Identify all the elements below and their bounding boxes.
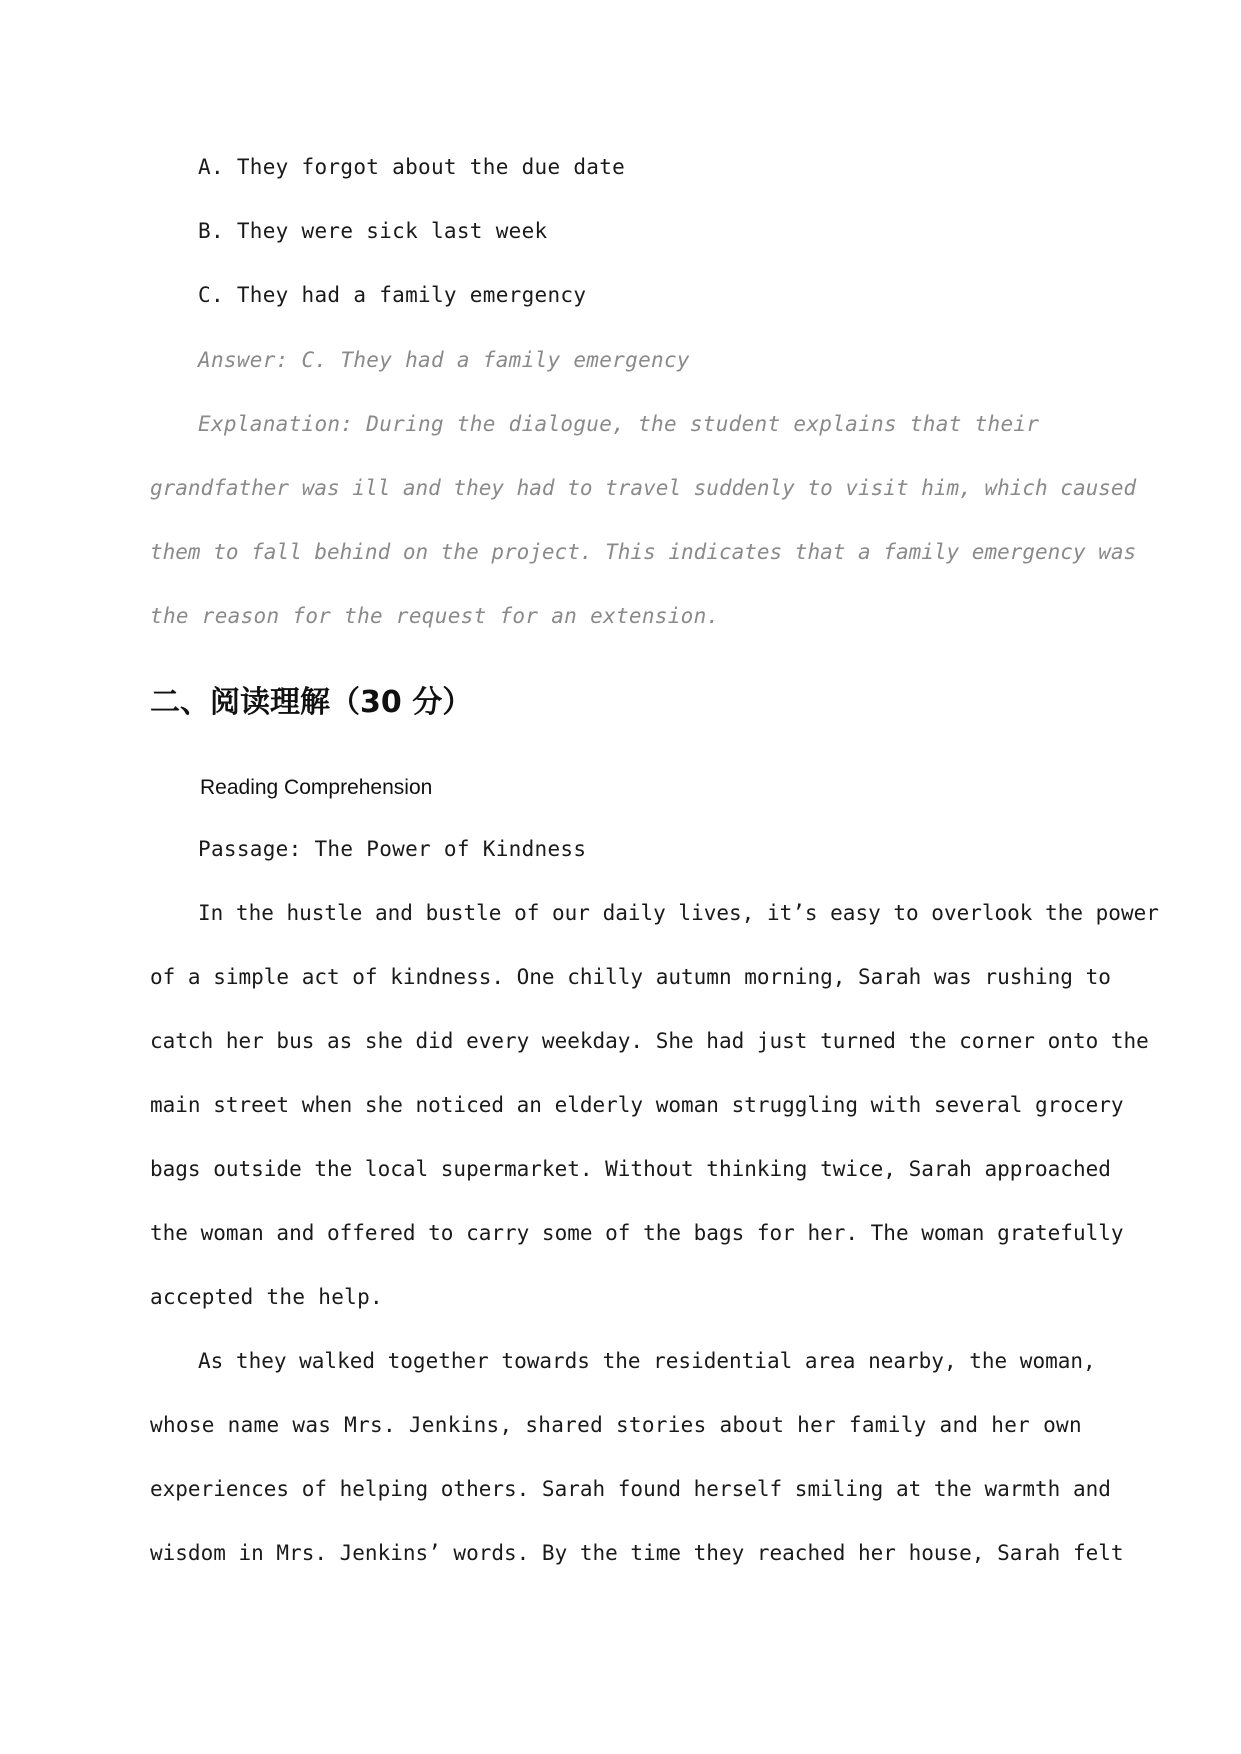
explanation-line-2: grandfather was ill and they had to travel suddenly to visit him, which caused (150, 476, 1137, 500)
explanation-line-1: Explanation: During the dialogue, the student explains that their (198, 412, 1040, 436)
answer-line: Answer: C. They had a family emergency (198, 348, 690, 372)
passage-line: main street when she noticed an elderly woman struggling with several grocery (150, 1093, 1124, 1117)
passage-line: experiences of helping others. Sarah found herself smiling at the warmth and (150, 1477, 1111, 1501)
option-b: B. They were sick last week (198, 219, 548, 243)
option-c: C. They had a family emergency (198, 283, 587, 307)
passage-line: of a simple act of kindness. One chilly autumn morning, Sarah was rushing to (150, 965, 1111, 989)
explanation-line-3: them to fall behind on the project. This indicates that a family emergency was (150, 540, 1137, 564)
passage-line: wisdom in Mrs. Jenkins’ words. By the time they reached her house, Sarah felt (150, 1541, 1124, 1565)
passage-line: As they walked together towards the residential area nearby, the woman, (198, 1349, 1096, 1373)
explanation-line-4: the reason for the request for an extension. (150, 604, 720, 628)
passage-line: catch her bus as she did every weekday. She had just turned the corner onto the (150, 1029, 1149, 1053)
passage-title: Passage: The Power of Kindness (198, 837, 587, 861)
section-heading: 二、阅读理解（30 分） (150, 685, 473, 720)
section-label: Reading Comprehension (200, 776, 433, 799)
option-a: A. They forgot about the due date (198, 155, 626, 179)
passage-line: whose name was Mrs. Jenkins, shared stories about her family and her own (150, 1413, 1082, 1437)
passage-line: accepted the help. (150, 1285, 383, 1309)
passage-line: the woman and offered to carry some of the bags for her. The woman gratefully (150, 1221, 1124, 1245)
passage-line: In the hustle and bustle of our daily lives, it’s easy to overlook the power (198, 901, 1159, 925)
passage-line: bags outside the local supermarket. Without thinking twice, Sarah approached (150, 1157, 1111, 1181)
